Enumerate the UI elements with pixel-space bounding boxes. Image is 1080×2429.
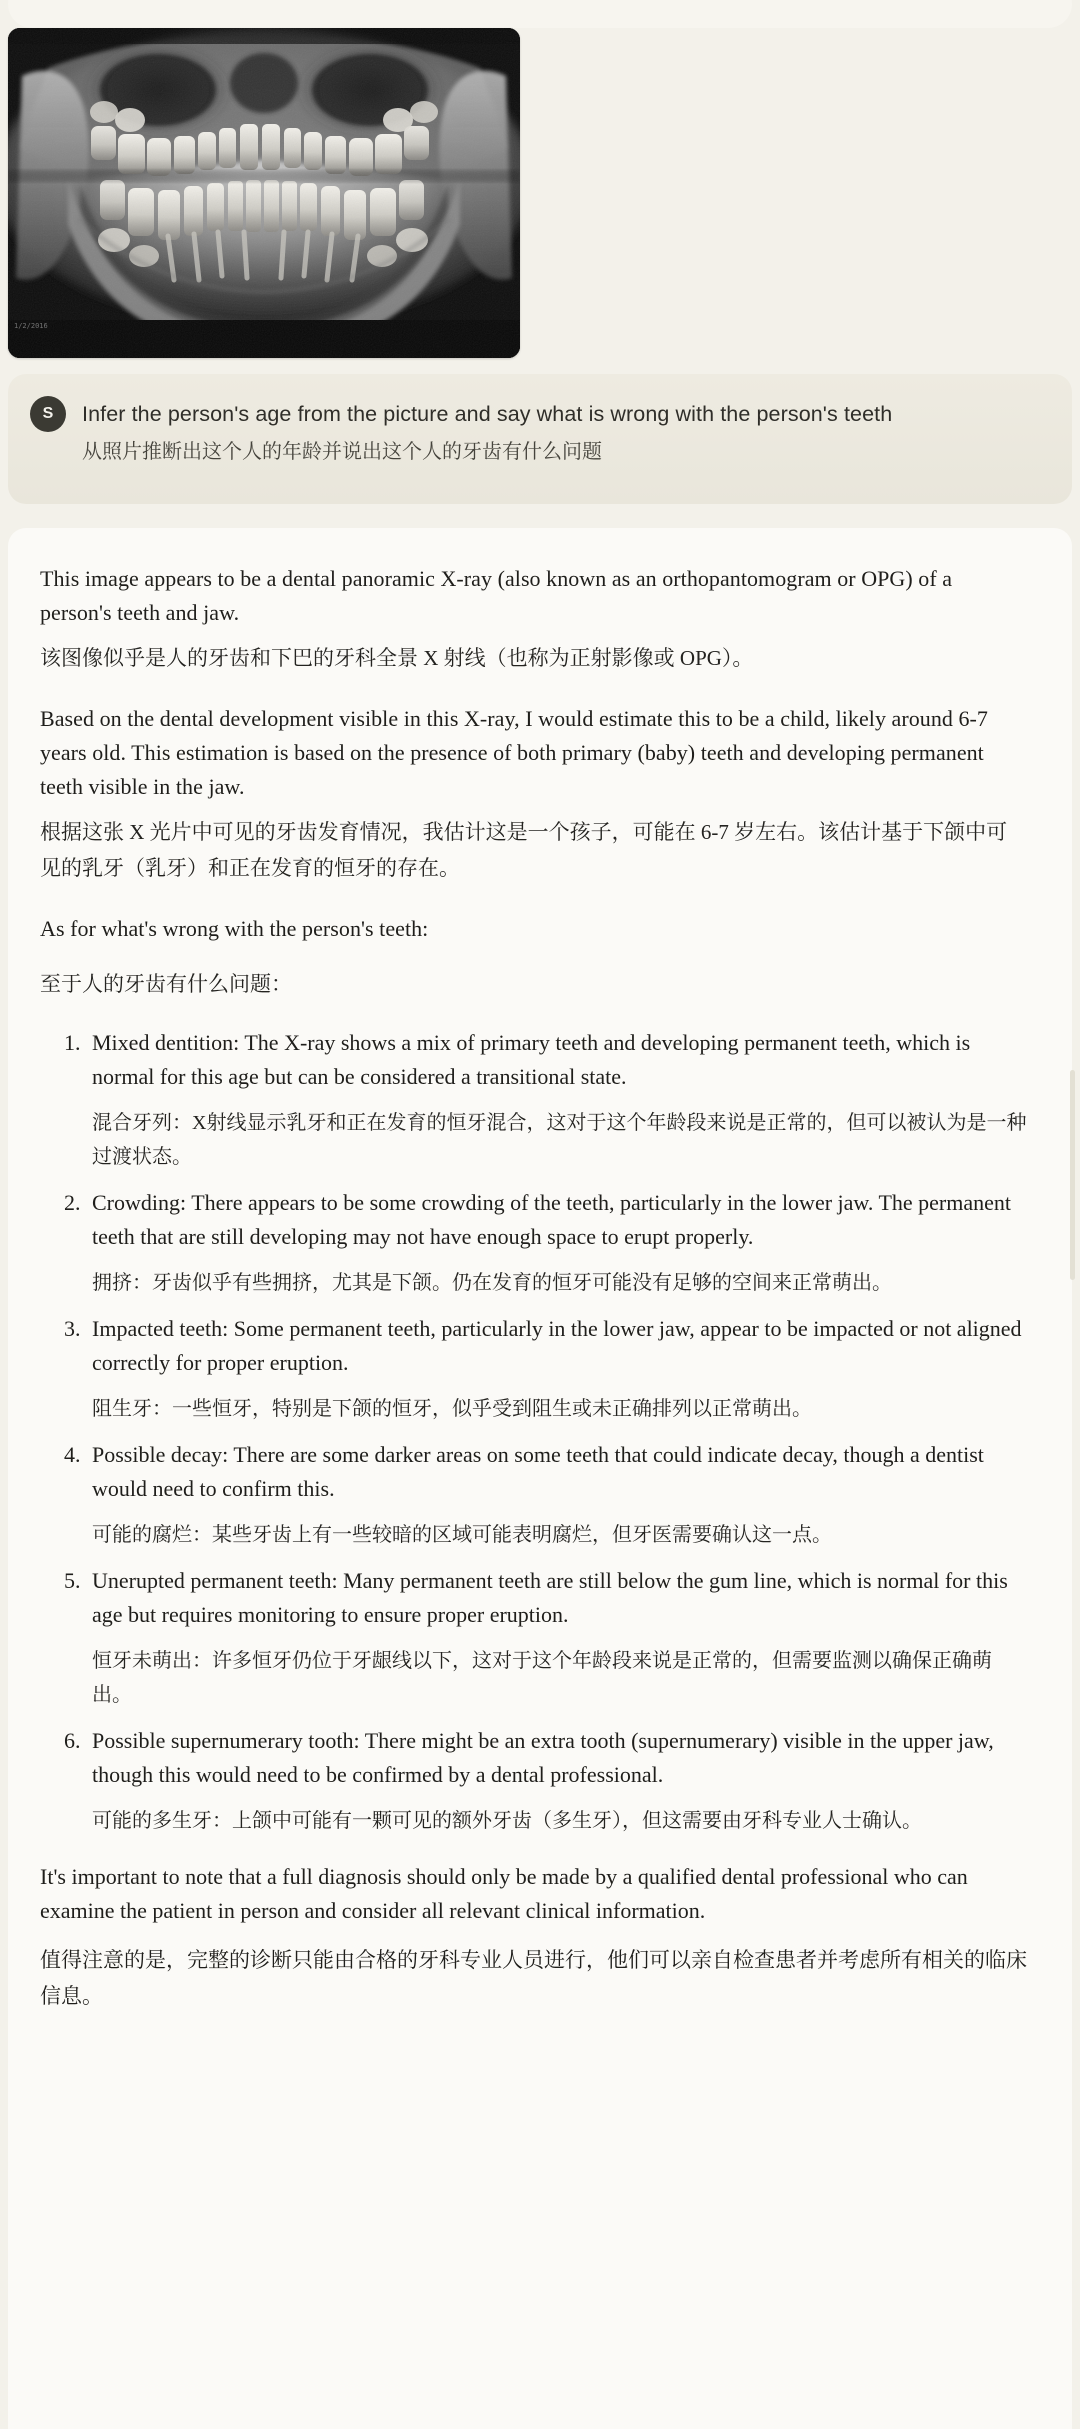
list-item xyxy=(86,1564,1028,1712)
issue-text-zh: 可能的多生牙：上颌中可能有一颗可见的额外牙齿（多生牙），但这需要由牙科专业人士确认。 xyxy=(92,1810,922,1832)
attached-image-xray[interactable] xyxy=(8,28,520,358)
issue-text-en: 3. Impacted teeth: Some permanent teeth, particularly in the lower jaw, appear to be impacted or not aligned correctly for proper eruption. xyxy=(92,1316,1022,1375)
issue-text-zh: 拥挤：牙齿似乎有些拥挤，尤其是下颌。仍在发育的恒牙可能没有足够的空间来正常萌出。 xyxy=(92,1272,892,1294)
issue-text-en: 6. Possible supernumerary tooth: There might be an extra tooth (supernumerary) visible in the upper jaw, though this would need to be confirmed by a dental professional. xyxy=(92,1728,994,1787)
user-message-text-zh: 从照片推断出这个人的年龄并说出这个人的牙齿有什么问题 xyxy=(82,441,602,463)
assistant-message xyxy=(8,528,1072,2429)
list-item xyxy=(86,1186,1028,1300)
issues-lead-en: As for what's wrong with the person's teeth: xyxy=(40,916,429,941)
user-message xyxy=(8,374,1072,504)
list-item xyxy=(86,1026,1028,1174)
intro-paragraph-zh: 该图像似乎是人的牙齿和下巴的牙科全景 X 射线（也称为正射影像或 OPG）。 xyxy=(40,646,754,670)
scrollbar-track[interactable] xyxy=(1070,530,1078,2429)
svg-text:1/2/2016: 1/2/2016 xyxy=(14,322,48,330)
issue-text-zh: 混合牙列：X射线显示乳牙和正在发育的恒牙混合，这对于这个年龄段来说是正常的，但可以被认为是一种过渡状态。 xyxy=(92,1112,1027,1168)
closing-paragraph-en: It's important to note that a full diagnosis should only be made by a qualified dental professional who can examine the patient in person and consider all relevant clinical information. xyxy=(40,1864,968,1923)
issues-list xyxy=(40,1026,1028,1838)
avatar: S xyxy=(30,396,66,432)
issue-text-en: 4. Possible decay: There are some darker areas on some teeth that could indicate decay, though a dentist would need to confirm this. xyxy=(92,1442,984,1501)
list-item xyxy=(86,1438,1028,1552)
xray-image xyxy=(8,28,520,358)
list-item xyxy=(86,1724,1028,1838)
previous-message-card xyxy=(8,0,1072,28)
issue-text-zh: 可能的腐烂：某些牙齿上有一些较暗的区域可能表明腐烂，但牙医需要确认这一点。 xyxy=(92,1524,832,1546)
issue-text-en: 1. Mixed dentition: The X-ray shows a mix of primary teeth and developing permanent teeth, which is normal for this age but can be considered a transitional state. xyxy=(92,1030,971,1089)
closing-paragraph-zh: 值得注意的是，完整的诊断只能由合格的牙科专业人员进行，他们可以亲自检查患者并考虑所有相关的临床信息。 xyxy=(40,1948,1027,2008)
issues-lead-zh: 至于人的牙齿有什么问题： xyxy=(40,972,292,996)
issue-text-en: 2. Crowding: There appears to be some crowding of the teeth, particularly in the lower jaw. The permanent teeth that are still developing may not have enough space to erupt properly. xyxy=(92,1190,1012,1249)
issue-text-en: 5. Unerupted permanent teeth: Many permanent teeth are still below the gum line, which is normal for this age but requires monitoring to ensure proper eruption. xyxy=(92,1568,1008,1627)
age-estimate-paragraph-en: Based on the dental development visible in this X-ray, I would estimate this to be a child, likely around 6-7 years old. This estimation is based on the presence of both primary (baby) teeth and developing permanent teeth visible in the jaw. xyxy=(40,706,988,799)
intro-paragraph-en: This image appears to be a dental panoramic X-ray (also known as an orthopantomogram or OPG) of a person's teeth and jaw. xyxy=(40,566,953,625)
age-estimate-paragraph-zh: 根据这张 X 光片中可见的牙齿发育情况，我估计这是一个孩子，可能在 6-7 岁左右。该估计基于下颌中可见的乳牙（乳牙）和正在发育的恒牙的存在。 xyxy=(40,820,1008,880)
user-message-text-en: Infer the person's age from the picture and say what is wrong with the person's teeth xyxy=(82,402,893,426)
issue-text-zh: 阻生牙：一些恒牙，特别是下颌的恒牙，似乎受到阻生或未正确排列以正常萌出。 xyxy=(92,1398,812,1420)
issue-text-zh: 恒牙未萌出：许多恒牙仍位于牙龈线以下，这对于这个年龄段来说是正常的，但需要监测以确保正确萌出。 xyxy=(92,1650,992,1706)
scrollbar-thumb[interactable] xyxy=(1070,1070,1075,1280)
list-item xyxy=(86,1312,1028,1426)
